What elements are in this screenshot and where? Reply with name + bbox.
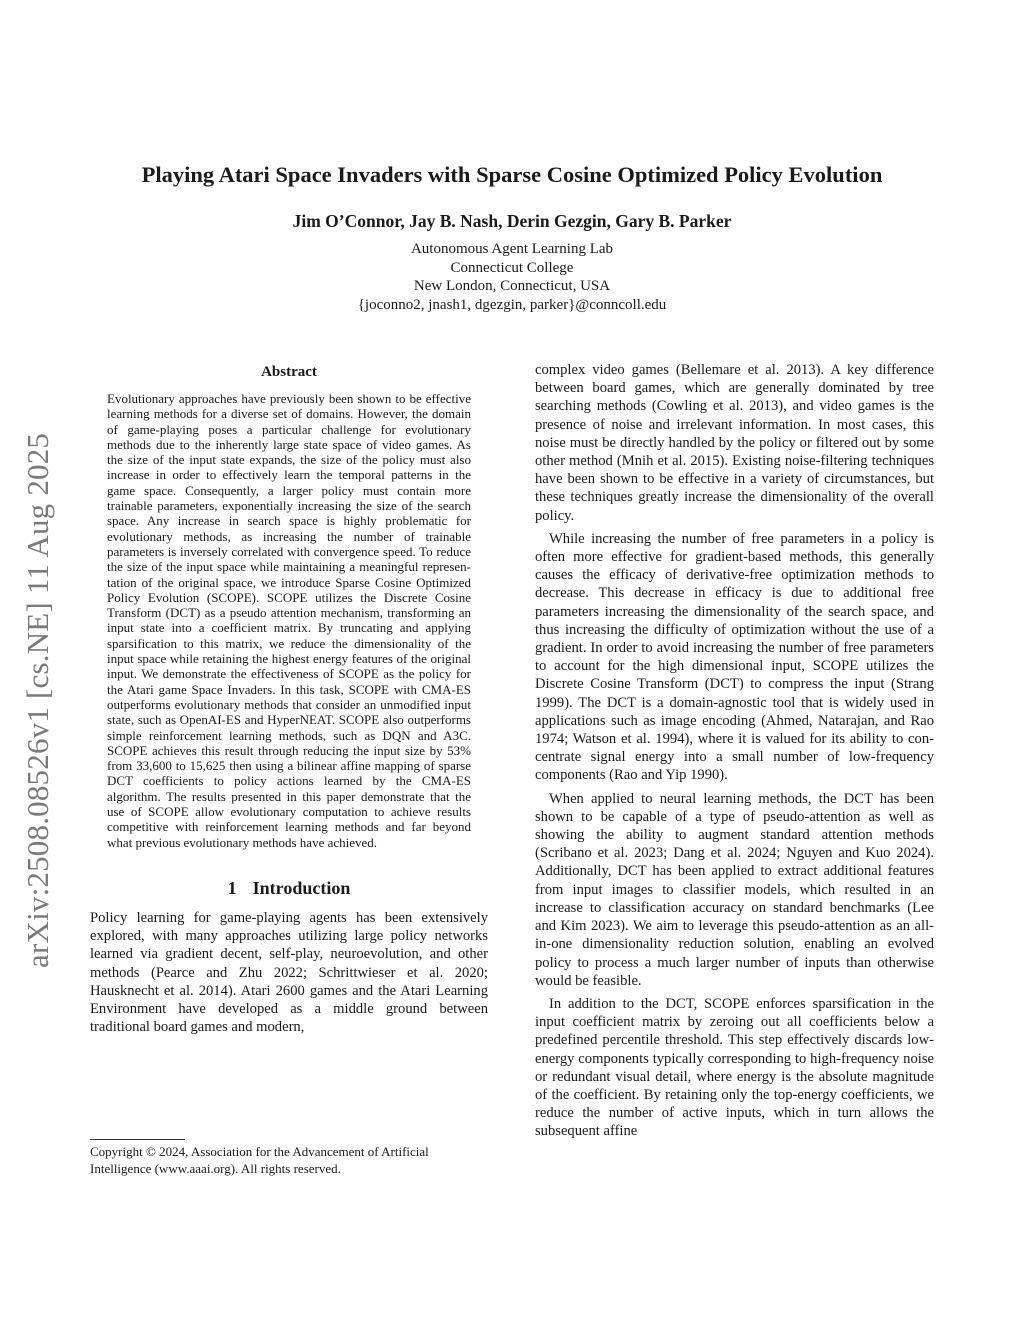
intro-paragraph-2: While increasing the number of free parameters in a policy is often more effective for gradient-based methods, this generally causes the efficacy of derivative-free optimization methods to decrease. This decrease in efficacy is due to additional free parameters increasing the dimensionality of the search space, and thus increasing the difficulty of optimization without the use of a gradient. In order to avoid increasing the number of free parameters to account for the high dimensional input, SCOPE utilizes the Discrete Cosine Transform (DCT) to compress the input (Strang 1999). The DCT is a domain-agnostic tool that is widely used in applications such as image encoding (Ahmed, Natarajan, and Rao 1974; Watson et al. 1994), where it is valued for its ability to concentrate signal energy into a small number of low-frequency components (Rao and Yip 1990).	[535, 530, 934, 784]
affiliation-lab: Autonomous Agent Learning Lab	[410, 241, 614, 257]
author-list: Jim O’Connor, Jay B. Nash, Derin Gezgin, Gary B. Parker	[292, 211, 732, 231]
footnote-divider	[90, 1139, 185, 1140]
intro-paragraph-4: In addition to the DCT, SCOPE enforces sparsification in the input coefficient matrix by zeroing out all coefficients below a predefined percentile threshold. This step effectively discards low-energy components typically corresponding to high-frequency noise or redundant visual detail, where energy is the absolute magnitude of the coefficient. By retaining only the top-energy coefficients, we reduce the number of active inputs, which in turn allows the subsequent affine	[535, 995, 934, 1140]
abstract-heading: Abstract	[261, 364, 317, 380]
paper-title: Playing Atari Space Invaders with Sparse Cosine Optimized Policy Evolution	[141, 162, 883, 187]
affiliation-location: New London, Connecticut, USA	[413, 278, 611, 295]
affiliation-college: Connecticut College	[450, 259, 574, 276]
left-column	[90, 362, 488, 1036]
section-heading-introduction	[90, 876, 488, 900]
abstract-text: Evolutionary approaches have previously been shown to be effective learning methods for a diverse set of domains. However, the domain of game-playing poses a particular challenge for evolutionary methods due to the inherently large state space of video games. As the size of the input state expands, the size of the policy must also increase in order to effectively learn the temporal patterns in the game space. Consequently, a larger policy must contain more trainable parameters, exponentially increasing the size of the search space. Any increase in search space is highly problematic for evolutionary methods, as increasing the number of trainable parameters is inversely correlated with convergence speed. To reduce the size of the input space while maintaining a meaningful representation of the original space, we introduce Sparse Cosine Optimized Policy Evolution (SCOPE). SCOPE utilizes the Discrete Cosine Transform (DCT) as a pseudo attention mechanism, transforming an input state into a coefficient matrix. By truncating and applying sparsification to this matrix, we reduce the dimensionality of the input space while retaining the highest energy features of the original input. We demonstrate the effectiveness of SCOPE as the policy for the Atari game Space Invaders. In this task, SCOPE with CMA-ES outperforms evolutionary methods that consider an unmodified input state, such as OpenAI-ES and HyperNEAT. SCOPE also outperforms simple reinforcement learning methods, such as DQN and A3C. SCOPE achieves this result through reducing the input size by 53% from 33,600 to 15,625 then using a bilinear affine mapping of sparse DCT coefficients to policy actions learned by the CMA-ES algorithm. The results presented in this paper demonstrate that the use of SCOPE allow evolutionary computation to achieve results competitive with reinforcement learning methods and far beyond what previous evolutionary methods have achieved.	[107, 391, 471, 850]
section-title: Introduction	[252, 877, 351, 898]
intro-paragraph-continued: complex video games (Bellemare et al. 2013). A key difference between board games, which are generally dominated by tree searching methods (Cowling et al. 2013), and video games is the presence of noise and irrelevant information. In most cases, this noise must be directly handled by the policy or filtered out by some other method (Mnih et al. 2015). Existing noise-filtering techniques have been shown to be effective in a variety of circumstances, but these techniques greatly increase the dimensionality of the overall policy.	[535, 362, 934, 524]
copyright-footnote: Copyright © 2024, Association for the Advancement of Artificial Intelligence (www.aaai.org). All rights reserved.	[90, 1144, 429, 1176]
right-column	[535, 361, 934, 1141]
intro-paragraph-1: Policy learning for game-playing agents has been extensively explored, with many approaches utilizing large policy networks learned via gradient decent, self-play, neuroevolution, and other methods (Pearce and Zhu 2022; Schrittwieser et al. 2020; Hausknecht et al. 2014). Atari 2600 games and the Atari Learning Environment have developed as a middle ground between traditional board games and modern,	[90, 909, 488, 1036]
intro-paragraph-3: When applied to neural learning methods, the DCT has been shown to be capable of a type of pseudo-attention as well as showing the ability to augment standard attention methods (Scribano et al. 2023; Dang et al. 2024; Nguyen and Kuo 2024). Additionally, DCT has been applied to extract additional features from input images to classifier models, which resulted in an increase to classification accuracy on standard benchmarks (Lee and Kim 2023). We aim to leverage this pseudo-attention as an all-in-one dimensionality reduction solution, enabling an evolved policy to process a much larger number of inputs than otherwise would be feasible.	[535, 790, 934, 989]
affiliation-block	[90, 240, 934, 314]
arxiv-identifier-stamp: arXiv:2508.08526v1 [cs.NE] 11 Aug 2025	[20, 432, 55, 968]
author-emails: {joconno2, jnash1, dgezgin, parker}@conncoll.edu	[357, 296, 667, 313]
section-number: 1	[227, 877, 237, 898]
